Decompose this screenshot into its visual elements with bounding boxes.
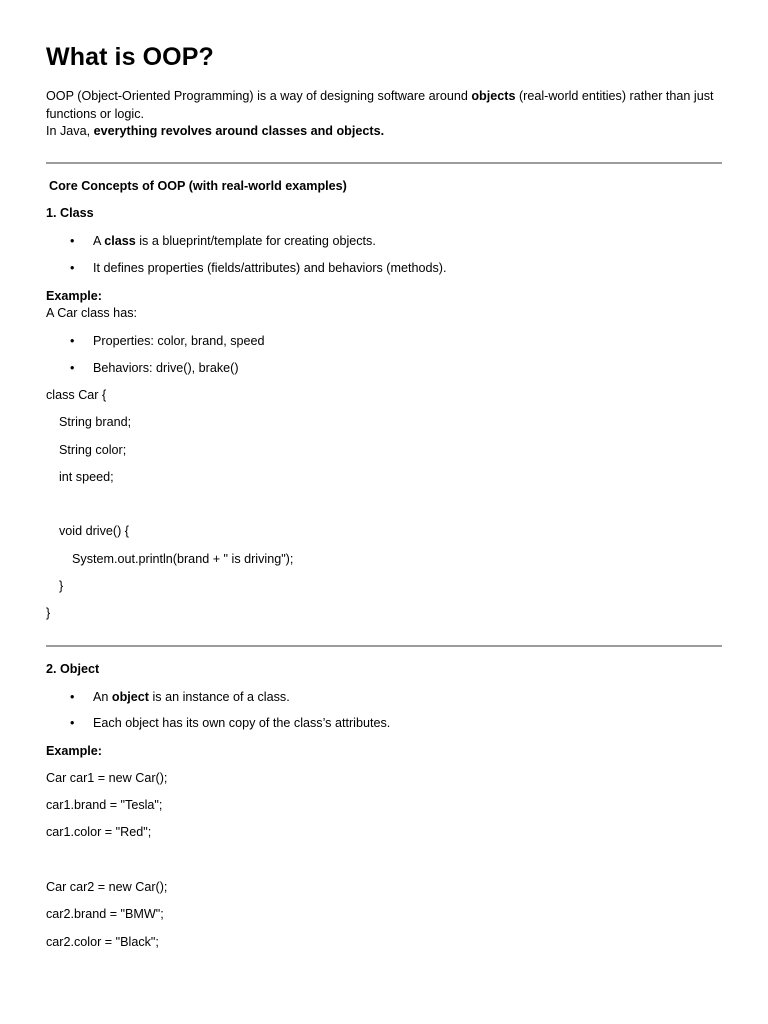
bullet-icon: • [70,716,75,730]
bullet-icon: • [70,334,75,348]
code-line: car1.brand = "Tesla"; [46,798,163,812]
bold-term-class: class [104,234,136,248]
code-line: } [46,606,51,620]
text-run: is a blueprint/template for creating objects. [135,234,376,248]
list-item: It defines properties (fields/attributes) and behaviors (methods). [93,261,447,275]
divider [46,645,722,647]
core-concepts-heading: Core Concepts of OOP (with real-world examples) [49,179,347,193]
code-line: void drive() { [59,524,129,538]
intro-text-run: (real-world entities) rather than just functions or logic. [46,89,714,121]
code-line: } [59,579,64,593]
object-heading: 2. Object [46,662,100,676]
code-line: car2.color = "Black"; [46,935,159,949]
code-line: Car car1 = new Car(); [46,771,168,785]
intro-text [46,88,722,141]
text-run: An [93,690,112,704]
code-line: car2.brand = "BMW"; [46,907,164,921]
intro-paragraph-java [46,123,722,141]
list-item: Each object has its own copy of the class’s attributes. [93,716,391,730]
bullet-icon: • [70,690,75,704]
text-run: is an instance of a class. [149,690,290,704]
code-line: String color; [59,443,127,457]
code-line: System.out.println(brand + " is driving"); [72,552,294,566]
bold-term-object: object [111,690,149,704]
code-line: class Car { [46,388,107,402]
intro-text-run: OOP (Object-Oriented Programming) is a way of designing software around [46,89,472,103]
code-line: Car car2 = new Car(); [46,880,168,894]
example-label: Example: [46,289,102,303]
example-text: A Car class has: [46,306,137,320]
list-item [93,689,290,706]
intro-paragraph [46,88,722,123]
intro-bold-classes: everything revolves around classes and objects. [93,124,385,138]
intro-bold-objects: objects [471,89,516,103]
bullet-icon: • [70,234,75,248]
page-title: What is OOP? [46,43,214,71]
bullet-icon: • [70,361,75,375]
list-item [93,233,376,250]
bullet-icon: • [70,261,75,275]
intro-text-run: In Java, [46,124,94,138]
text-run: A [93,234,105,248]
code-line: String brand; [59,415,132,429]
code-line: car1.color = "Red"; [46,825,152,839]
class-heading: 1. Class [46,206,94,220]
example-label: Example: [46,744,102,758]
list-item: Properties: color, brand, speed [93,334,265,348]
divider [46,162,722,164]
code-line: int speed; [59,470,114,484]
list-item: Behaviors: drive(), brake() [93,361,239,375]
